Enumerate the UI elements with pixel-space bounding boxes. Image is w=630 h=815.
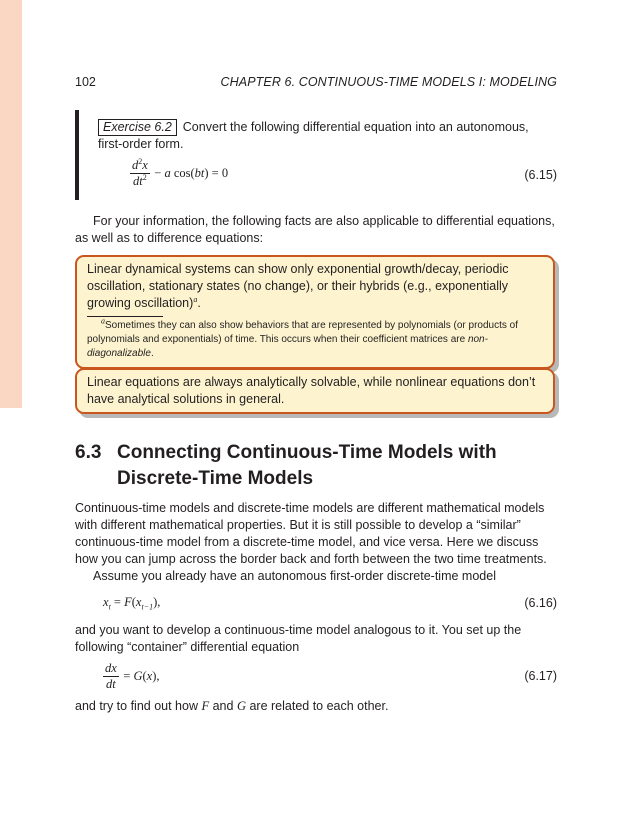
facts-intro: For your information, the following facts are also applicable to differential equations, as well as to difference equations:	[75, 214, 555, 245]
section-heading	[75, 440, 557, 492]
equation-6-17: $\frac{dx}{dt}$ = G(x), (6.17)	[105, 661, 557, 691]
section-number: 6.3	[75, 442, 102, 463]
callout-linear-systems-text: Linear dynamical systems can show only exponential growth/decay, periodic oscillation, stationary states (no change), or their hybrids (e.g., exponentially growing oscillation)$^a$.	[87, 262, 509, 310]
equation-6-16: $x_t = F(x_{t-1})$, (6.16)	[103, 595, 557, 612]
body-paragraph-1: Continuous-time models and discrete-time models are different mathematical models with different mathematical properties. But it is still possible to develop a “similar” continuous-time model from a discrete-time model, and vice versa. Here we discuss how you can jump across the border back and forth between the two time treatments.	[75, 501, 547, 566]
eq-number-6-15: (6.15)	[524, 168, 557, 182]
footnote: $^a$Sometimes they can also show behaviors that are represented by polynomials (or products of polynomials and exponentials) of time. This occurs when their coefficient matrices are non-diagonalizable.	[87, 316, 518, 359]
equation-6-15: $\frac{d^2x}{dt^2}$ − a cos(bt) = 0 (6.15)	[132, 156, 557, 188]
callout-linear-equations-text: Linear equations are always analytically solvable, while nonlinear equations don’t have analytical solutions in general.	[87, 375, 536, 406]
exercise-label: Exercise 6.2	[98, 119, 177, 136]
exercise-body	[98, 119, 556, 153]
exercise-text: Convert the following differential equation into an autonomous, first-order form.	[98, 120, 529, 151]
callout-linear-equations	[75, 368, 555, 414]
eq-number-6-16: (6.16)	[524, 596, 557, 610]
eq-fraction-dxdt: $\frac{dx}{dt}$	[105, 661, 117, 691]
eq-fraction: $\frac{d^2x}{dt^2}$	[132, 156, 148, 188]
exercise-box	[75, 110, 557, 200]
body-paragraph-2: Assume you already have an autonomous first-order discrete-time model	[93, 569, 496, 583]
page-number: 102	[75, 75, 96, 89]
chapter-side-tab	[0, 0, 22, 408]
callout-linear-systems	[75, 255, 555, 369]
running-head: CHAPTER 6. CONTINUOUS-TIME MODELS I: MODELING	[220, 75, 557, 89]
eq-number-6-17: (6.17)	[524, 669, 557, 683]
section-title: Connecting Continuous-Time Models with Discrete-Time Models	[117, 442, 497, 489]
body-paragraph-4: and try to find out how F and G are related to each other.	[75, 699, 389, 713]
body-paragraph-3: and you want to develop a continuous-time model analogous to it. You set up the following “container” differential equation	[75, 623, 522, 654]
